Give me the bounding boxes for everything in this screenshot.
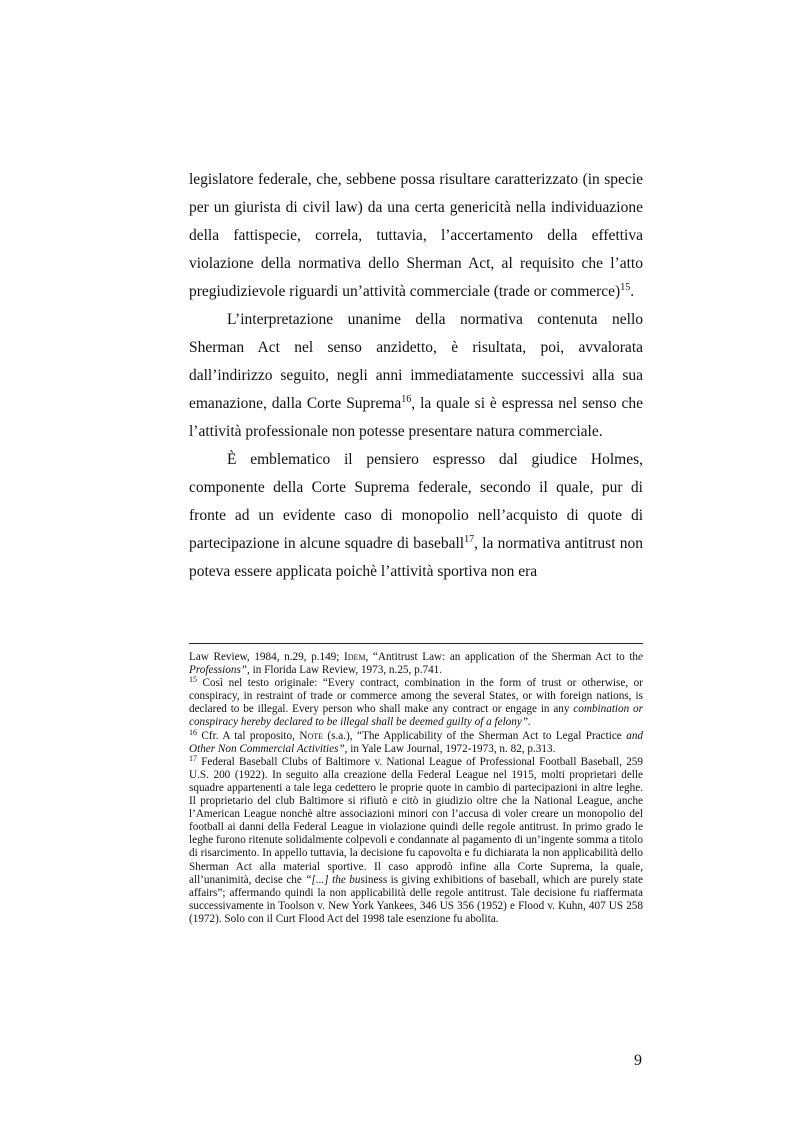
- footnote-16: $^{16}$ Cfr. A tal proposito, Note (s.a.), “The Applicability of the Sherman Act to Legal Practice and Other Non Commercial Activities”, in Yale Law Journal, 1972-1973, n. 82, p.313.: [189, 727, 643, 755]
- paragraph-text: legislatore federale, che, sebbene possa risultare caratterizzato (in specie per un giurista di civil law) da una certa genericità nella individuazione della fattispecie, correla, tuttavia, l’accertamento della effettiva violazione della normativa dello Sherman Act, al requisito che l’atto pregiudizievole riguardi un’attività commerciale (trade or commerce): [189, 171, 643, 300]
- paragraph-text: L’interpretazione unanime della normativa contenuta nello Sherman Act nel senso anzidetto, è risultata, poi, avvalorata dall’indirizzo seguito, negli anni immediatamente successivi alla sua emanazione, dalla Corte Suprema: [189, 311, 643, 412]
- paragraph-3: [189, 446, 643, 586]
- footnote-ref-17[interactable]: 17: [464, 534, 475, 545]
- paragraph-text: , la quale si è espressa nel senso che l’attività professionale non potesse presentare natura commerciale.: [189, 395, 643, 440]
- page-number: 9: [634, 1052, 642, 1069]
- footnote-divider: [189, 643, 643, 644]
- paragraph-2: [189, 306, 643, 446]
- footnote-ref-15[interactable]: 15: [620, 282, 631, 293]
- footnote-number: 17: [189, 753, 197, 763]
- footnote-number: 15: [189, 675, 197, 685]
- paragraph-text: È emblematico il pensiero espresso dal giudice Holmes, componente della Corte Suprema federale, secondo il quale, pur di fronte ad un evidente caso di monopolio nell’acquisto di quote di partecipazione in alcune squadre di baseball: [189, 451, 643, 552]
- footnotes: [189, 651, 643, 926]
- footnote-15: $^{15}$ Così nel testo originale: “Every contract, combination in the form of trust or otherwise, or conspiracy, in restraint of trade or commerce among the several States, or with foreign nations, is declared to be illegal. Every person who shall make any contract or engage in any combination or conspiracy hereby declared to be illegal shall be deemed guilty of a felony”.: [189, 675, 643, 729]
- paragraph-text: .: [630, 283, 635, 300]
- footnote-number: 16: [189, 727, 197, 737]
- paragraph-text: , la normativa antitrust non poteva essere applicata poichè l’attività sportiva non era: [189, 535, 643, 580]
- footnote-ref-16[interactable]: 16: [401, 394, 412, 405]
- footnote-17: $^{17}$ Federal Baseball Clubs of Baltimore v. National League of Professional Football Baseball, 259 U.S. 200 (1922). In seguito alla creazione della Federal League nel 1915, molti proprietari delle squadre appartenenti a tale lega cedettero le proprie quote in cambio di partecipazioni in altre leghe. Il proprietario del club Baltimore si rifiutò e citò in giudizio oltre che la National League, anche l’American League nonchè altre associazioni minori con l’accusa di voler creare un monopolio del football ai danni della Federal League in violazione quindi delle regole antitrust. In primo grado le leghe furono ritenute solidalmente colpevoli e condannate al pagamento di un’ingente somma a titolo di risarcimento. In appello tuttavia, la decisione fu capovolta e fu dichiarata la non applicabilità dello Sherman Act alla material sportive. Il caso approdò infine alla Corte Suprema, la quale, all’unanimità, decise che “[...] the business is giving exhibitions of baseball, which are purely state affairs”; affermando quindi la non applicabilità delle regole antitrust. Tale decisione fu riaffermata successivamente in Toolson v. New York Yankees, 346 US 356 (1952) e Flood v. Kuhn, 407 US 258 (1972). Solo con il Curt Flood Act del 1998 tale esenzione fu abolita.: [189, 753, 643, 925]
- footnote-continuation: Law Review, 1984, n.29, p.149; Idem, “Antitrust Law: an application of the Sherman Act to the Professions”, in Florida Law Review, 1973, n.25, p.741.: [189, 651, 643, 677]
- main-text: [189, 166, 643, 586]
- paragraph-1: [189, 166, 643, 306]
